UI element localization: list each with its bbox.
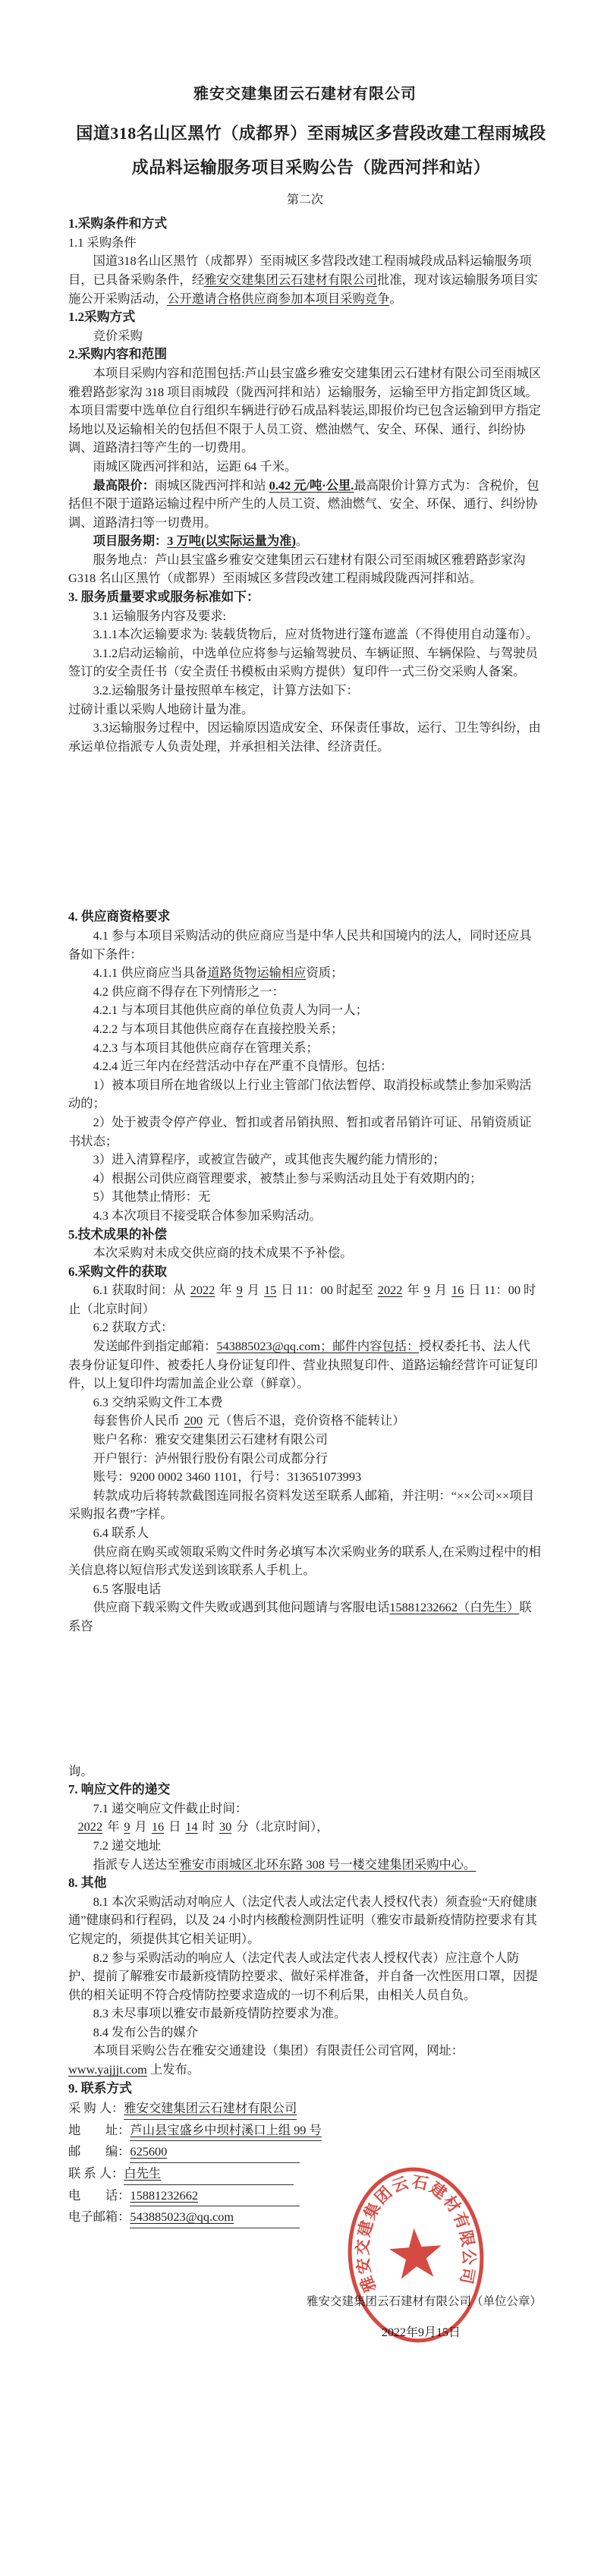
contact-row-address bbox=[68, 2120, 542, 2142]
clause-4-1-1 bbox=[68, 964, 542, 983]
company-title: 雅安交建集团云石建材有限公司 bbox=[193, 86, 417, 102]
day-blank: 15 bbox=[264, 1283, 277, 1298]
address-value: 芦山县宝盛乡中坝村溪口上组 99 号 bbox=[130, 2120, 321, 2142]
list-item: 4.2.1 与本项目其他供应商的单位负责人为同一人； bbox=[93, 1003, 368, 1018]
email-submission-paragraph bbox=[68, 1337, 542, 1393]
contact-person-paragraph: 供应商在购买或领取采购文件时务必填写本次采购业务的联系人,在采购过程中的相关信息将以短信形式发送到该联系人手机上。 bbox=[68, 1544, 541, 1578]
bank-line: 开户银行：泸州银行股份有限公司成都分行 bbox=[93, 1450, 328, 1466]
text-run: 每套售价人民币 bbox=[93, 1413, 180, 1428]
delivery-address-paragraph bbox=[68, 1856, 542, 1875]
text-run: 年 bbox=[219, 1283, 232, 1298]
continuation-text: 询。 bbox=[68, 1763, 93, 1778]
company-seal bbox=[337, 2159, 495, 2352]
procurement-conditions-paragraph bbox=[68, 252, 542, 308]
clause-3-1-1: 3.1.1本次运输要求为: 装载货物后，应对货物进行篷布遮盖（不得使用自动篷布）。 bbox=[93, 627, 539, 642]
contact-label: 地 址： bbox=[68, 2122, 131, 2137]
text-run: 。 bbox=[295, 534, 309, 549]
section-5-heading: 5.技术成果的补偿 bbox=[68, 1227, 168, 1242]
clause-8-1: 8.1 本次采购活动对响应人（法定代表人或法定代表人授权代表）须查验“天府健康通”健康码和行程码，以及 24 小时内核酸检测阴性证明（雅安市最新疫情防控要求有其它规定的，须提供其它相关证明）。 bbox=[68, 1894, 537, 1946]
section-8-heading: 8. 其他 bbox=[68, 1875, 107, 1891]
section-1-1-heading: 1.1 采购条件 bbox=[68, 235, 137, 250]
text-run: 时 bbox=[202, 1819, 215, 1834]
fee-amount: 200 bbox=[184, 1413, 203, 1428]
distance-paragraph: 雨城区陇西河拌和站，运距 64 千米。 bbox=[93, 458, 297, 474]
page-break-gap bbox=[68, 1636, 542, 1762]
clause-6-5-heading: 6.5 客服电话 bbox=[93, 1581, 162, 1596]
minute-blank: 30 bbox=[219, 1819, 232, 1834]
round-label: 第二次 bbox=[286, 193, 323, 206]
clause-4-3: 4.3 本次项目不接受联合体参加采购活动。 bbox=[93, 1208, 322, 1223]
contact-label: 采 购 人： bbox=[68, 2101, 124, 2116]
hour-blank: 14 bbox=[185, 1819, 198, 1834]
list-subitem: 3）进入清算程序，或被宣告破产，或其他丧失履约能力情形的； bbox=[93, 1152, 445, 1167]
text-run: 元（售后不退，竞价资格不能转让） bbox=[207, 1413, 405, 1428]
clause-3-2: 3.2.运输服务计量按照单车核定，计算方法如下： bbox=[93, 683, 359, 698]
text-run: 雨城区陇西河拌和站 bbox=[155, 477, 269, 493]
year-blank: 2022 bbox=[77, 1819, 103, 1834]
section-1-2-heading: 1.2采购方式 bbox=[68, 310, 136, 325]
year-blank: 2022 bbox=[377, 1283, 403, 1298]
clause-6-4-heading: 6.4 联系人 bbox=[93, 1526, 149, 1540]
section-4-heading: 4. 供应商资格要求 bbox=[68, 909, 171, 924]
text-run: 6.1 获取时间：从 bbox=[93, 1283, 186, 1298]
scope-paragraph: 本项目采购内容和范围包括:芦山县宝盛乡雅安交建集团云石建材有限公司至雨城区雅碧路彭家沟 318 项目雨城段（陇西河拌和站）运输服务，运输至甲方指定卸货区域。本项目需要中选单位自行组织车辆进行砂石成品料装运,即报价均已包含运输到甲方指定场地以及运输相关的包括但不限于人员工资、燃油燃气、安全、环保、通行、纠纷协调、道路清扫等产生的一切费用。 bbox=[68, 365, 542, 455]
list-item: 4.2.2 与本项目其他供应商存在直接控股关系； bbox=[93, 1021, 344, 1036]
compensation-paragraph: 本次采购对未成交供应商的技术成果不予补偿。 bbox=[93, 1245, 353, 1261]
text-run: 4.1.1 供应商应当具备 bbox=[93, 965, 208, 981]
clause-6-3-heading: 6.3 交纳采购文件工本费 bbox=[93, 1394, 223, 1409]
text-run: 最高限价计算方式为：含税价，包括但不限于道路运输过程中所产生的人员工资、燃油燃气、安全、环保、通行、纠纷协调、道路清扫等一切费用。 bbox=[68, 477, 539, 530]
list-subitem: 5）其他禁止情形：无 bbox=[93, 1189, 211, 1205]
text-run: 年 bbox=[107, 1819, 120, 1834]
month-blank: 9 bbox=[423, 1283, 430, 1298]
contact-row-purchaser bbox=[68, 2098, 542, 2120]
clause-7-1-heading: 7.1 递交响应文件截止时间： bbox=[93, 1800, 248, 1815]
transfer-note-paragraph: 转款成功后将转款截图连同报名资料发送至联系人邮箱，并注明：“××公司××项目采购报名费”字样。 bbox=[68, 1488, 534, 1522]
text-run: 国道318名山区黑竹（成都界）至雨城区多营段改建工程雨城段成品料运输服务项目，已具备采购条件，经 bbox=[68, 254, 532, 287]
contact-label: 邮 编： bbox=[68, 2144, 131, 2159]
seal-arc-text: 雅安交建集团云石建材有限公司 bbox=[353, 2172, 478, 2295]
text-run: 日 11：00 时止（北京时间） bbox=[68, 1283, 536, 1316]
clause-6-2-heading: 6.2 获取方式： bbox=[93, 1320, 174, 1335]
service-location-paragraph: 服务地点：芦山县宝盛乡雅安交建集团云石建材有限公司至雨城区雅碧路彭家沟 G318 名山区黑竹（成都界）至雨城区多营段改建工程雨城段陇西河拌和站。 bbox=[68, 552, 526, 586]
delivery-address-text: 雅安市雨城区北环东路 308 号一楼交建集团采购中心。 bbox=[179, 1856, 476, 1872]
text-run: 本项目采购公告在雅安交通建设（集团）有限责任公司官网，网址： bbox=[93, 2043, 464, 2058]
star-icon bbox=[388, 2226, 443, 2279]
service-phone-paragraph bbox=[68, 1598, 542, 1636]
document-fee-paragraph bbox=[68, 1412, 542, 1431]
text-run: 月 bbox=[247, 1283, 260, 1298]
day-blank: 16 bbox=[151, 1819, 165, 1834]
section-7-heading: 7. 响应文件的递交 bbox=[68, 1782, 171, 1797]
contact-label: 电 话： bbox=[68, 2187, 131, 2203]
list-item: 4.2.4 近三年内在经营活动中存在严重不良情形。包括： bbox=[93, 1059, 393, 1074]
month-blank: 9 bbox=[124, 1819, 131, 1834]
text-run: 发送邮件到指定邮箱： bbox=[93, 1339, 217, 1354]
underlined-qualification: 道路货物运输相应 bbox=[207, 965, 307, 981]
clause-4-2: 4.2 供应商不得存在下列情形之一： bbox=[93, 984, 285, 999]
text-run: 。 bbox=[389, 291, 402, 306]
page-break-gap bbox=[68, 756, 542, 908]
text-run: 联系咨 bbox=[68, 1600, 532, 1633]
account-name-line: 账户名称：雅安交建集团云石建材有限公司 bbox=[93, 1432, 328, 1447]
postcode-value: 625600 bbox=[130, 2141, 300, 2163]
list-subitem: 2）处于被责令停产停业、暂扣或者吊销执照、暂扣或者吊销许可证、吊销资质证书状态； bbox=[68, 1114, 532, 1148]
deadline-line bbox=[68, 1818, 542, 1837]
clause-8-3: 8.3 未尽事项以雅安市最新疫情防控要求为准。 bbox=[93, 2006, 347, 2021]
page-title: 国道318名山区黑竹（成都界）至雨城区多营段改建工程雨城段成品料运输服务项目采购公告（陇西河拌和站） bbox=[76, 123, 546, 177]
text-run: 供应商下载采购文件失败或遇到其他问题请与客服电话 bbox=[93, 1600, 390, 1615]
phone-value: 15881232662 bbox=[130, 2185, 300, 2207]
text-run: 日 11：00 时起至 bbox=[281, 1283, 373, 1298]
service-period-value: 3 万吨(以实际运量为准) bbox=[167, 534, 296, 549]
text-run: 分（北京时间）， bbox=[236, 1819, 329, 1834]
account-number-line: 账号：9200 0002 3460 1101，行号：313651073993 bbox=[93, 1469, 362, 1485]
section-9-heading: 9. 联系方式 bbox=[68, 2080, 132, 2096]
contact-person-value: 白先生 bbox=[124, 2163, 294, 2185]
service-phone-text: 15881232662（白先生） bbox=[389, 1600, 520, 1615]
price-cap-value: 0.42 元/吨·公里. bbox=[269, 477, 354, 493]
email-value: 543885023@qq.com bbox=[130, 2206, 300, 2228]
signature-company: 雅安交建集团云石建材有限公司（单位公章） bbox=[307, 2295, 543, 2308]
signature-date: 2022年9月15日 bbox=[381, 2326, 461, 2339]
clause-3-1: 3.1 运输服务内容及要求: bbox=[93, 608, 227, 623]
clause-7-2-heading: 7.2 递交地址 bbox=[93, 1838, 162, 1853]
clause-4-1: 4.1 参与本项目采购活动的供应商应当是中华人民共和国境内的法人，同时还应具备如下条件： bbox=[68, 928, 532, 962]
text-run: 指派专人送达至 bbox=[93, 1856, 180, 1872]
year-blank: 2022 bbox=[190, 1283, 215, 1298]
month-blank: 9 bbox=[236, 1283, 243, 1298]
list-subitem: 1）被本项目所在地省级以上行业主管部门依法暂停、取消投标或禁止参加采购活动的； bbox=[68, 1077, 532, 1111]
clause-8-2: 8.2 参与采购活动的响应人（法定代表人或法定代表人授权代表）应注意个人防护、提前了解雅安市最新疫情防控要求、做好采样准备，并自备一次性医用口罩，因提供的相关证明不符合疫情防控要求造成的一切不利后果，由相关人员自负。 bbox=[68, 1950, 538, 2002]
text-run: 月 bbox=[434, 1283, 448, 1298]
section-2-heading: 2.采购内容和范围 bbox=[68, 347, 168, 362]
clause-8-4-heading: 8.4 发布公告的媒介 bbox=[93, 2024, 198, 2039]
price-cap-label: 最高限价： bbox=[93, 477, 156, 493]
service-period-label: 项目服务期： bbox=[93, 534, 168, 549]
contact-label: 电子邮箱： bbox=[68, 2209, 131, 2225]
text-run: 资质； bbox=[306, 965, 344, 981]
section-3-heading: 3. 服务质量要求或服务标准如下： bbox=[68, 590, 259, 605]
obtain-time-paragraph bbox=[68, 1281, 542, 1318]
weighing-paragraph: 过磅计重以采购人地磅计量为准。 bbox=[68, 701, 254, 716]
text-run: 上发布。 bbox=[146, 2062, 200, 2077]
day-blank: 16 bbox=[451, 1283, 464, 1298]
text-run: 年 bbox=[407, 1283, 420, 1298]
website-url-text: www.yajjjt.com bbox=[68, 2062, 147, 2077]
service-period-paragraph bbox=[68, 532, 542, 551]
procurement-method-paragraph: 竞价采购 bbox=[93, 328, 143, 343]
section-6-heading: 6.采购文件的获取 bbox=[68, 1264, 168, 1279]
text-run: 授权委托书、法人代表身份证复印件、被委托人身份证复印件、营业执照复印件、道路运输经营许可证复印件，以上复印件均需加盖企业公章（鲜章）。 bbox=[68, 1339, 538, 1391]
underlined-invitation-text: 公开邀请合格供应商参加本项目采购竞争 bbox=[167, 291, 390, 306]
clause-3-3: 3.3运输服务过程中，因运输原因造成安全、环保责任事故，运行、卫生等纠纷，由承运单位指派专人负责处理，并承担相关法律、经济责任。 bbox=[68, 720, 541, 754]
clause-3-1-2: 3.1.2启动运输前，中选单位应将参与运输驾驶员、车辆证照、车辆保险、与驾驶员签订的安全责任书（安全责任书模板由采购方提供）复印件一式三份交采购人备案。 bbox=[68, 645, 538, 679]
list-item: 4.2.3 与本项目其他供应商存在管理关系； bbox=[93, 1040, 319, 1055]
purchaser-value: 雅安交建集团云石建材有限公司 bbox=[124, 2098, 297, 2120]
section-1-heading: 1.采购条件和方式 bbox=[68, 216, 168, 231]
underlined-company-name: 雅安交建集团云石建材有限公司 bbox=[204, 272, 378, 287]
price-cap-paragraph bbox=[68, 477, 542, 533]
contact-label: 联 系 人： bbox=[68, 2166, 124, 2181]
list-subitem: 4）根据公司供应商管理要求，被禁止参与采购活动且处于有效期内的； bbox=[93, 1170, 483, 1186]
text-run: 日 bbox=[168, 1819, 181, 1834]
announcement-media-paragraph bbox=[68, 2042, 542, 2079]
text-run: 月 bbox=[134, 1819, 147, 1834]
email-text: 543885023@qq.com；邮件内容包括： bbox=[216, 1339, 420, 1354]
text-run: 批准，现对该运输服务项目实施公开采购活动， bbox=[68, 272, 538, 306]
